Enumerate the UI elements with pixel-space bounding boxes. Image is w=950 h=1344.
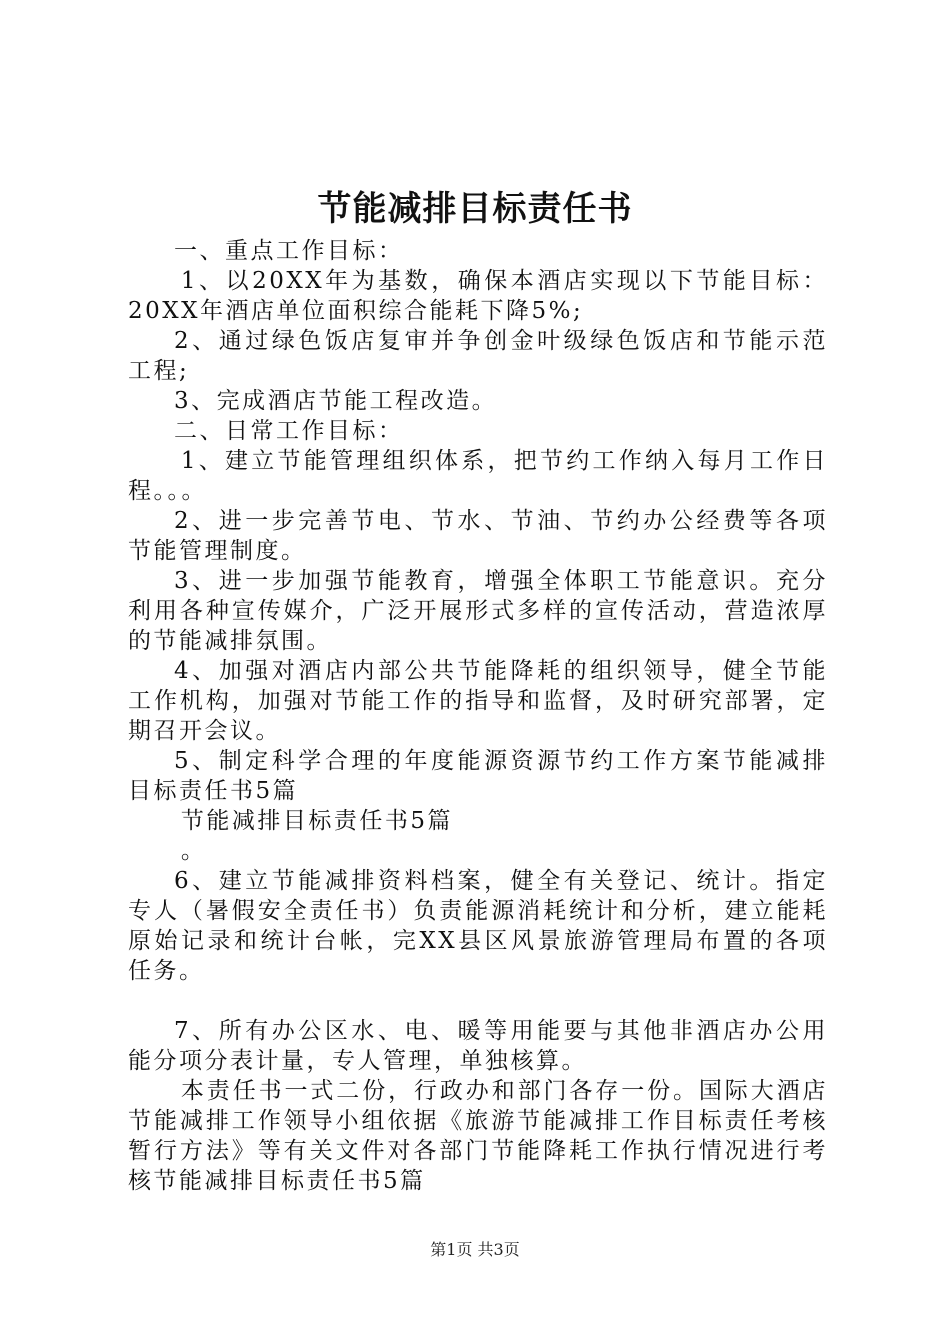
document-body [128, 236, 828, 1196]
paragraph-closing: 本责任书一式二份，行政办和部门各存一份。国际大酒店节能减排工作领导小组依据《旅游节能减排工作目标责任考核暂行方法》等有关文件对各部门节能降耗工作执行情况进行考核节能减排目标责任书5篇 [128, 1078, 828, 1194]
paragraph-daily-goal-3: 3、进一步加强节能教育，增强全体职工节能意识。充分利用各种宣传媒介，广泛开展形式多样的宣传活动，营造浓厚的节能减排氛围。 [128, 568, 828, 654]
paragraph-key-goal-2: 2、通过绿色饭店复审并争创金叶级绿色饭店和节能示范工程; [128, 328, 828, 384]
page-number-footer: 第1页 共3页 [430, 1240, 520, 1259]
paragraph-key-goal-1: 1、以20XX年为基数，确保本酒店实现以下节能目标：20XX年酒店单位面积综合能耗下降5%; [128, 268, 828, 324]
paragraph-daily-goal-6: 6、建立节能减排资料档案，健全有关登记、统计。指定专人（暑假安全责任书）负责能源消耗统计和分析，建立能耗原始记录和统计台帐，完XX县区风景旅游管理局布置的各项任务。 [128, 868, 828, 984]
paragraph-repeat-title: 节能减排目标责任书5篇 [180, 808, 454, 834]
paragraph-period: 。 [180, 838, 207, 864]
paragraph-key-goal-3: 3、完成酒店节能工程改造。 [174, 388, 498, 414]
paragraph-daily-goal-5: 5、制定科学合理的年度能源资源节约工作方案节能减排目标责任书5篇 [128, 748, 828, 804]
paragraph-daily-goal-4: 4、加强对酒店内部公共节能降耗的组织领导，健全节能工作机构，加强对节能工作的指导和监督，及时研究部署，定期召开会议。 [128, 658, 828, 744]
paragraph-daily-goal-1: 1、建立节能管理组织体系，把节约工作纳入每月工作日程。。。 [128, 448, 828, 504]
document-title: 节能减排目标责任书 [317, 189, 633, 229]
section-heading-daily-goals: 二、日常工作目标： [174, 418, 404, 444]
paragraph-daily-goal-2: 2、进一步完善节电、节水、节油、节约办公经费等各项节能管理制度。 [128, 508, 828, 564]
section-heading-key-goals: 一、重点工作目标： [174, 238, 404, 264]
paragraph-daily-goal-7: 7、所有办公区水、电、暖等用能要与其他非酒店办公用能分项分表计量，专人管理，单独核算。 [128, 1018, 828, 1074]
